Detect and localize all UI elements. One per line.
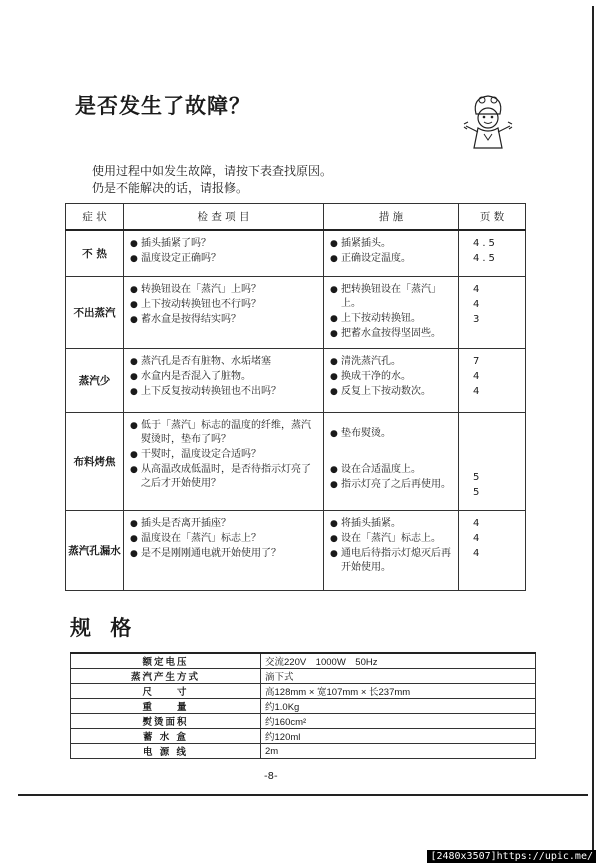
measure-item: ● 换成干净的水。: [330, 370, 454, 384]
spec-row: [71, 714, 536, 729]
spec-row: [71, 653, 536, 669]
measure-item: ● 将插头插紧。: [330, 517, 454, 531]
intro-text: [92, 163, 332, 197]
spec-label: 蓄 水 盒: [71, 729, 261, 744]
table-row: [66, 511, 526, 591]
symptom-cell: 布料烤焦: [66, 413, 124, 511]
measure-item: ● 正确设定温度。: [330, 252, 454, 266]
check-cell: [124, 349, 324, 413]
troubleshooting-table: [65, 203, 526, 591]
measure-cell: [324, 413, 459, 511]
check-item: ● 从高温改成低温时，是否待指示灯亮了之后才开始使用？: [130, 463, 319, 491]
spec-value: 约160cm²: [261, 714, 536, 729]
measure-cell: [324, 230, 459, 277]
spec-value: 滴下式: [261, 669, 536, 684]
check-item: ● 上下按动转换钮也不行吗？: [130, 298, 319, 312]
intro-line-1: 使用过程中如发生故障，请按下表查找原因。: [92, 164, 333, 178]
symptom-cell: 不出蒸汽: [66, 277, 124, 349]
spec-section-title: 规 格: [70, 616, 138, 640]
spec-label: 尺 寸: [71, 684, 261, 699]
header-check: 检 查 项 目: [124, 204, 324, 230]
check-item: ● 温度设定正确吗？: [130, 252, 319, 266]
header-symptom: 症 状: [66, 204, 124, 230]
table-row: [66, 413, 526, 511]
spec-row: [71, 744, 536, 759]
bottom-divider: [18, 794, 588, 796]
watermark-label: [2480x3507]https://upic.me/: [427, 850, 596, 863]
measure-item: ● 指示灯亮了之后再使用。: [330, 478, 454, 492]
page-ref: 7: [473, 356, 483, 367]
measure-item: ● 设在「蒸汽」标志上。: [330, 532, 454, 546]
check-cell: [124, 413, 324, 511]
check-cell: [124, 277, 324, 349]
check-item: ● 蒸汽孔是否有脏物、水垢堵塞: [130, 355, 319, 369]
table-header-row: [66, 204, 526, 230]
symptom-cell: 蒸汽少: [66, 349, 124, 413]
mascot-illustration: [458, 92, 518, 150]
page-cell: [459, 277, 526, 349]
spec-label: 重 量: [71, 699, 261, 714]
page-ref: 4: [473, 284, 483, 295]
spec-value: 2m: [261, 744, 536, 759]
check-item: ● 水盒内是否混入了脏物。: [130, 370, 319, 384]
symptom-cell: 蒸汽孔漏水: [66, 511, 124, 591]
measure-item: ● 反复上下按动数次。: [330, 385, 454, 399]
intro-line-2: 仍是不能解决的话，请报修。: [92, 181, 249, 195]
page-ref: 4: [473, 548, 483, 559]
check-item: ● 上下反复按动转换钮也不出吗？: [130, 385, 319, 399]
check-item: ● 温度设在「蒸汽」标志上？: [130, 532, 319, 546]
measure-cell: [324, 277, 459, 349]
table-row: [66, 277, 526, 349]
spec-value: 约120ml: [261, 729, 536, 744]
spec-table: [70, 652, 536, 759]
page-number: -8-: [264, 771, 278, 782]
measure-cell: [324, 349, 459, 413]
measure-item: ● 把转换钮设在「蒸汽」上。: [330, 283, 454, 311]
page-cell: [459, 230, 526, 277]
page-title: 是否发生了故障？: [75, 94, 251, 118]
check-cell: [124, 230, 324, 277]
table-row: [66, 230, 526, 277]
spec-row: [71, 669, 536, 684]
spec-row: [71, 729, 536, 744]
page-ref: 4.5: [473, 252, 498, 264]
header-page: 页 数: [459, 204, 526, 230]
page-ref: 4: [473, 518, 483, 529]
check-item: ● 转换钮设在「蒸汽」上吗？: [130, 283, 319, 297]
check-item: ● 低于「蒸汽」标志的温度的纤维，蒸汽熨烫时，垫布了吗？: [130, 419, 319, 447]
page-cell: [459, 349, 526, 413]
page-ref: 4: [473, 386, 483, 397]
measure-item: ● 把蓄水盒按得坚固些。: [330, 327, 454, 341]
check-item: ● 干熨时，温度设定合适吗？: [130, 448, 319, 462]
check-cell: [124, 511, 324, 591]
page-ref: 4: [473, 299, 483, 310]
symptom-cell: 不 热: [66, 230, 124, 277]
measure-cell: [324, 511, 459, 591]
measure-item: ● 设在合适温度上。: [330, 463, 454, 477]
page-ref: 4: [473, 533, 483, 544]
header-measure: 措 施: [324, 204, 459, 230]
page-cell: [459, 511, 526, 591]
spec-row: [71, 684, 536, 699]
measure-item: ● 插紧插头。: [330, 237, 454, 251]
page-ref: 4: [473, 371, 483, 382]
spec-row: [71, 699, 536, 714]
spec-label: 蒸汽产生方式: [71, 669, 261, 684]
spec-value: 高128mm × 宽107mm × 长237mm: [261, 684, 536, 699]
page-ref: 5: [473, 487, 483, 498]
check-item: ● 是不是刚刚通电就开始使用了？: [130, 547, 319, 561]
check-item: ● 蓄水盒是按得结实吗？: [130, 313, 319, 327]
check-item: ● 插头插紧了吗？: [130, 237, 319, 251]
measure-item: ● 通电后待指示灯熄灭后再开始使用。: [330, 547, 454, 575]
check-item: ● 插头是否离开插座？: [130, 517, 319, 531]
measure-item: ● 上下按动转换钮。: [330, 312, 454, 326]
spec-value: 交流220V 1000W 50Hz: [261, 653, 536, 669]
page-ref: 3: [473, 314, 483, 325]
spec-label: 额定电压: [71, 653, 261, 669]
measure-item: ● 清洗蒸汽孔。: [330, 355, 454, 369]
spec-value: 约1.0Kg: [261, 699, 536, 714]
page-ref: 5: [473, 472, 483, 483]
spec-label: 电 源 线: [71, 744, 261, 759]
measure-item: ● 垫布熨烫。: [330, 427, 454, 441]
page-ref: 4.5: [473, 237, 498, 249]
spec-label: 熨烫面积: [71, 714, 261, 729]
page-cell: [459, 413, 526, 511]
table-row: [66, 349, 526, 413]
